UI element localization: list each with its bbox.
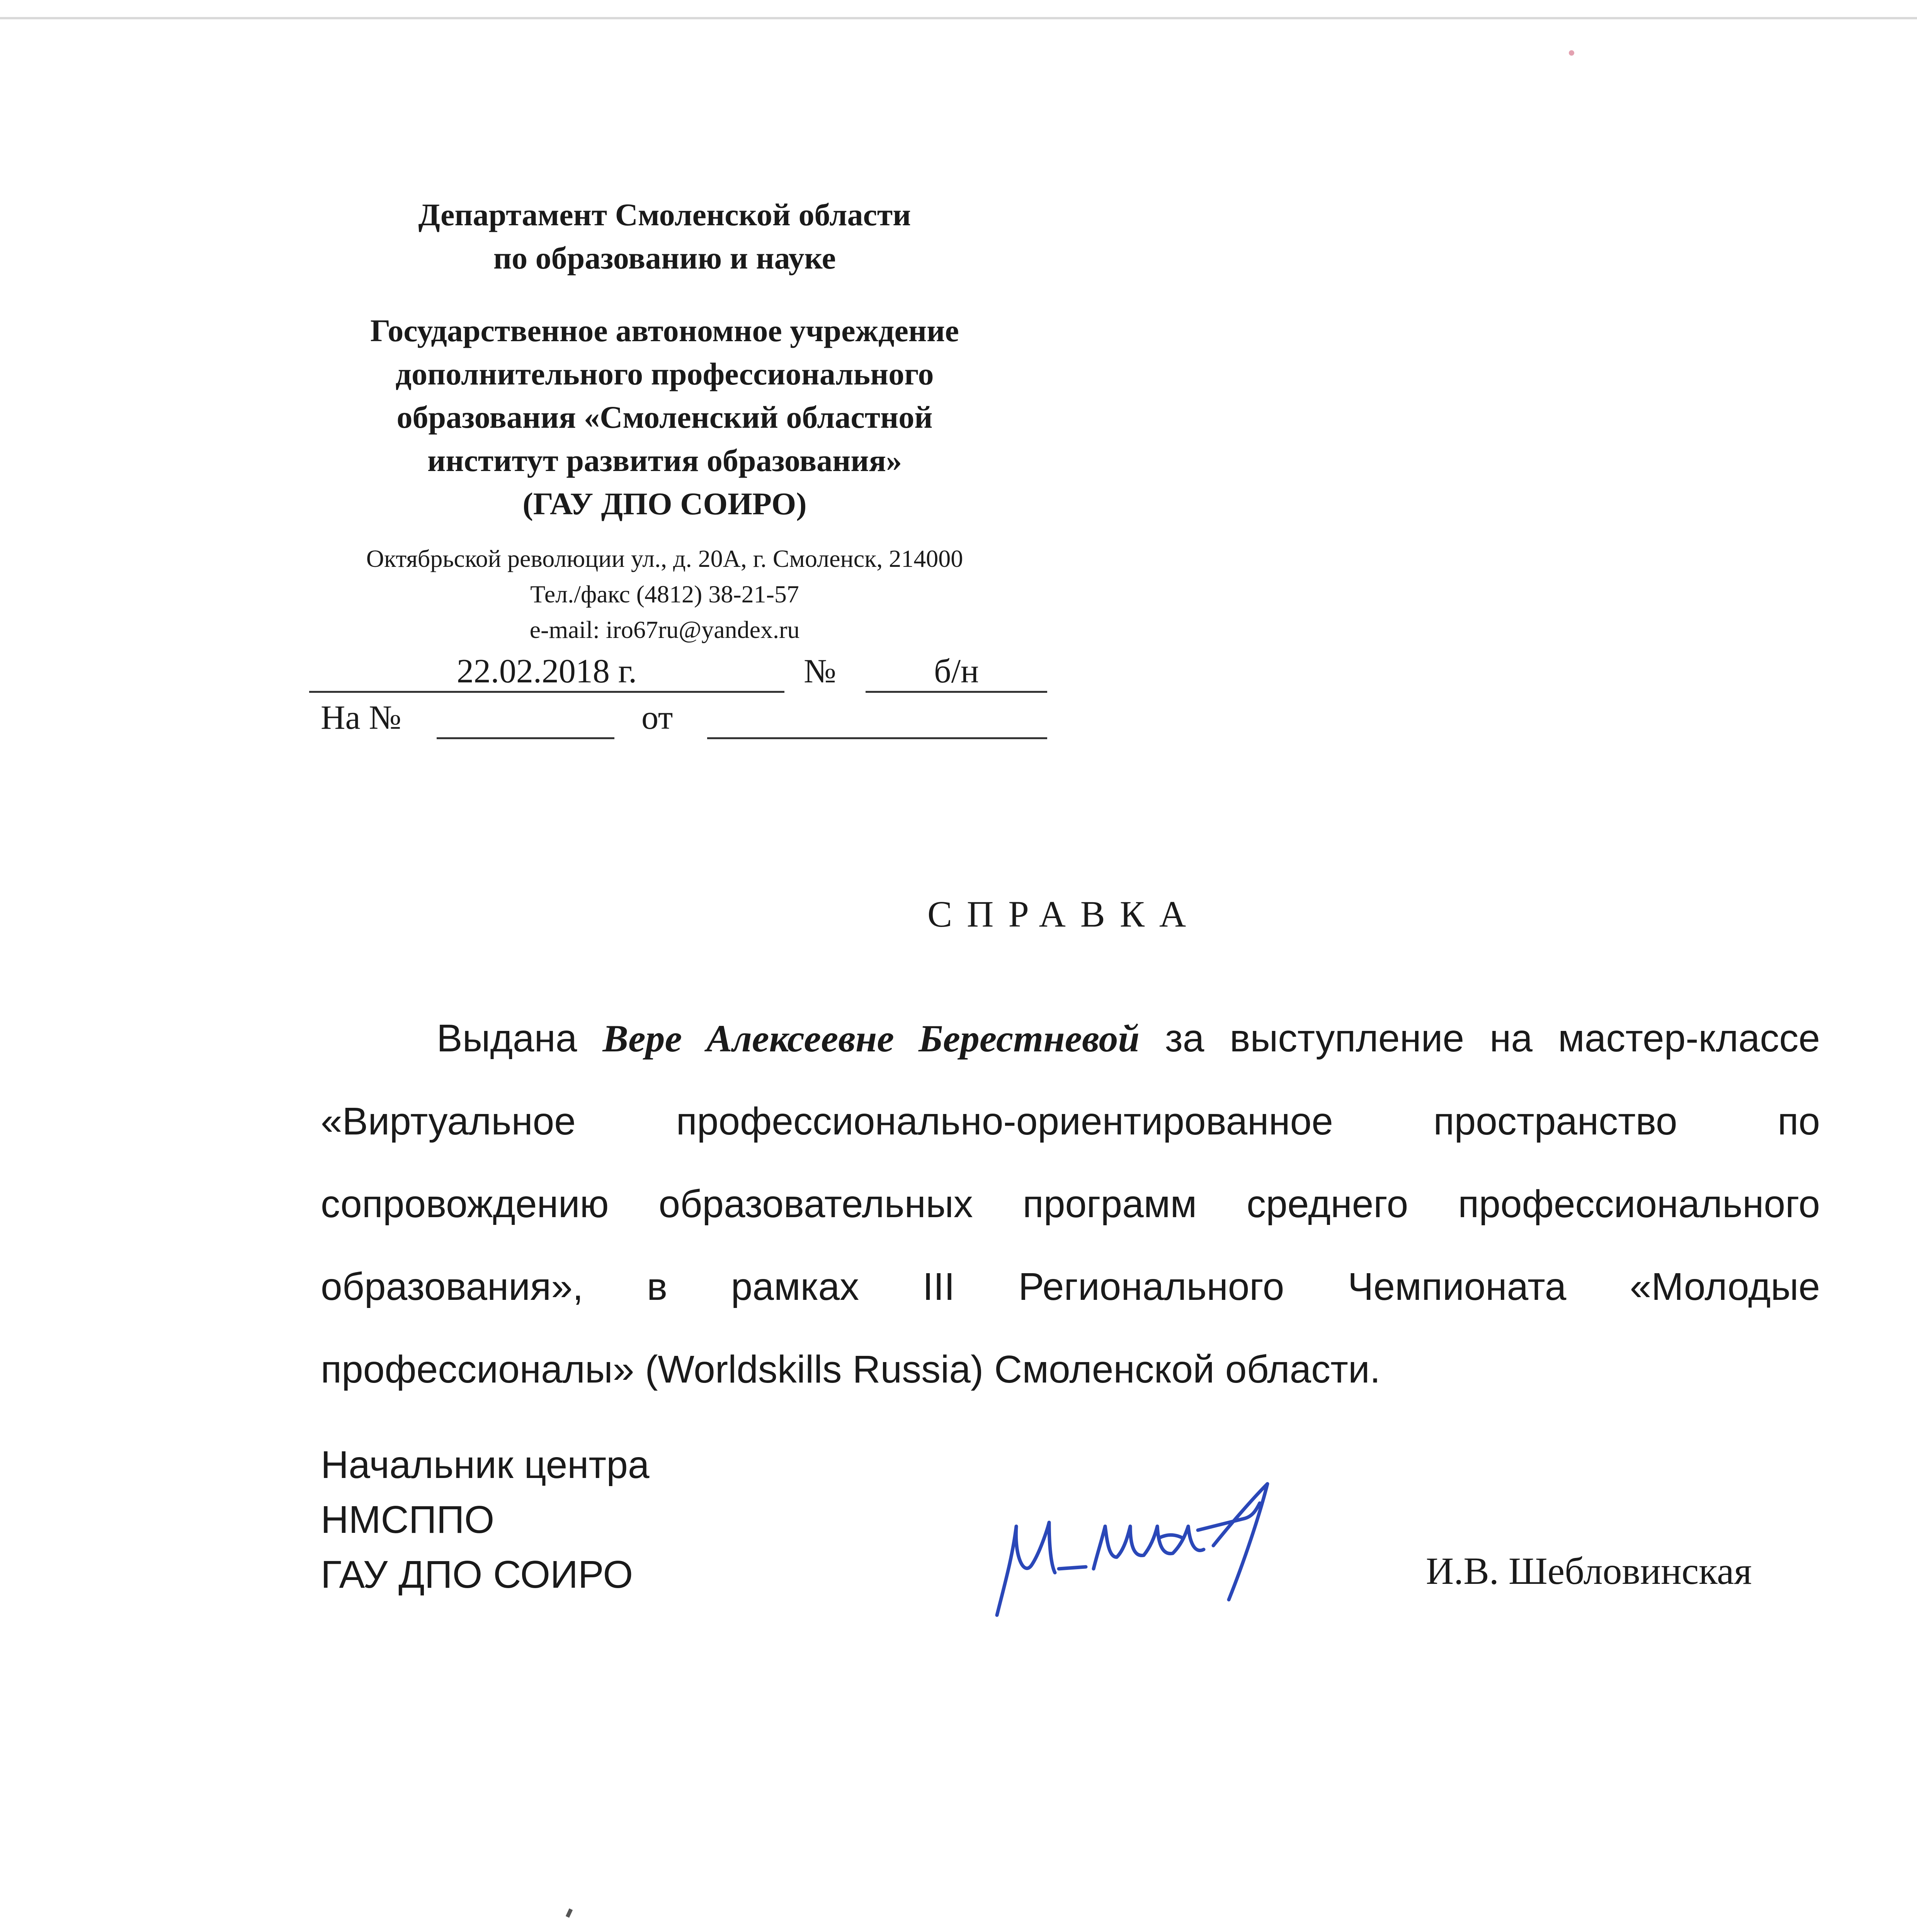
org-address: Октябрьской революции ул., д. 20А, г. Смоленск, 214000 xyxy=(366,545,963,572)
org-line-1: Государственное автономное учреждение xyxy=(370,313,959,348)
number-field xyxy=(866,652,1047,693)
handwritten-signature xyxy=(981,1468,1352,1631)
department-line-2: по образованию и науке xyxy=(493,240,836,276)
position-line-1: Начальник центра xyxy=(321,1443,650,1486)
position-line-3: ГАУ ДПО СОИРО xyxy=(321,1553,633,1596)
org-email: e-mail: iro67ru@yandex.ru xyxy=(529,616,800,643)
org-phone: Тел./факс (4812) 38-21-57 xyxy=(530,580,799,608)
body-intro: Выдана xyxy=(437,1017,577,1060)
org-line-3: образования «Смоленский областной xyxy=(396,400,933,435)
letterhead xyxy=(286,193,1043,648)
document-body xyxy=(321,997,1820,1411)
org-line-4: институт развития образования» xyxy=(427,443,902,478)
from-label: от xyxy=(641,699,673,736)
date-field xyxy=(309,652,784,693)
date-value: 22.02.2018 г. xyxy=(456,653,637,690)
pink-mark xyxy=(1569,50,1574,56)
signatory-position xyxy=(321,1437,649,1602)
recipient-name: Вере Алексеевне Берестневой xyxy=(602,1017,1140,1060)
body-text: за выступление на мастер-классе «Виртуальное профессионально-ориентированное пространство по сопровождению образовательных программ среднего профессионального образования», в рамках III Регионального Чемпионата «Молодые профессионалы» (Worldskills Russia) Смоленской области. xyxy=(321,1017,1820,1391)
position-line-2: НМСППО xyxy=(321,1498,495,1541)
from-date-field xyxy=(707,699,1047,739)
reply-number-field xyxy=(437,699,614,739)
number-label: № xyxy=(804,653,836,690)
document-title: СПРАВКА xyxy=(927,893,1201,935)
department-line-1: Департамент Смоленской области xyxy=(418,197,911,232)
signatory-name: И.В. Шебловинская xyxy=(1426,1549,1752,1592)
org-short-name: (ГАУ ДПО СОИРО) xyxy=(522,486,807,521)
reply-label: На № xyxy=(321,699,401,736)
scan-edge xyxy=(0,17,1917,19)
number-value: б/н xyxy=(934,653,979,690)
org-line-2: дополнительного профессионального xyxy=(395,356,934,391)
